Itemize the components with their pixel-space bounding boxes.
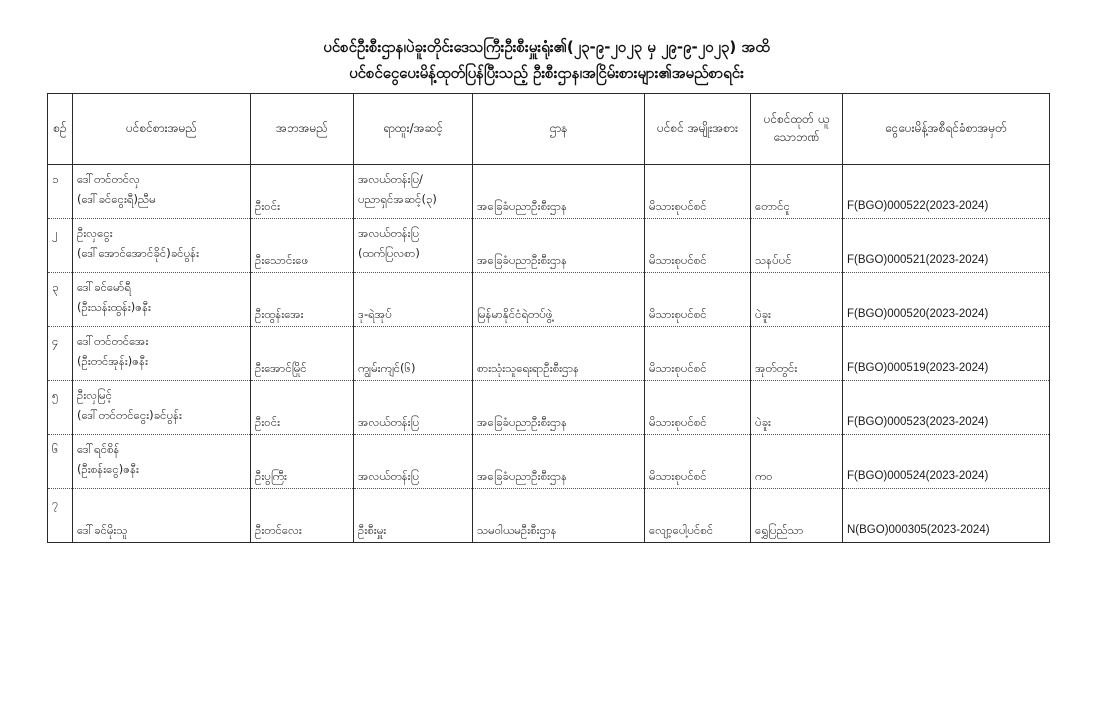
name-primary: ဒေါ်တင်တင်လှ bbox=[77, 172, 140, 186]
cell-no: ၁ bbox=[48, 165, 73, 219]
cell-father: ဦးအောင်မြိုင် bbox=[251, 327, 354, 381]
cell-no: ၄ bbox=[48, 327, 73, 381]
header-rank: ရာထူး/အဆင့် bbox=[354, 94, 473, 165]
cell-name bbox=[73, 165, 251, 219]
cell-office: ပဲခူး bbox=[751, 381, 843, 435]
cell-dept: မြန်မာနိုင်ငံရဲတပ်ဖွဲ့ bbox=[473, 273, 645, 327]
header-name: ပင်စင်စားအမည် bbox=[73, 94, 251, 165]
cell-no: ၅ bbox=[48, 381, 73, 435]
table-row bbox=[48, 165, 1050, 219]
cell-office: ရွှေပြည်သာ bbox=[751, 489, 843, 543]
cell-father: ဦးပွကြီး bbox=[251, 435, 354, 489]
cell-dept: အခြေခံပညာဦးစီးဌာန bbox=[473, 219, 645, 273]
rank-line1: အလယ်တန်းပြ bbox=[358, 226, 420, 240]
cell-name bbox=[73, 273, 251, 327]
cell-rank: ဒု-ရဲအုပ် bbox=[354, 273, 473, 327]
document-title-line1: ပင်စင်ဦးစီးဌာန၊ပဲခူးတိုင်းဒေသကြီးဦးစီးမှူးရုံး၏(၂၃-၉-၂၀၂၃ မှ ၂၉-၉-၂၀၂၃) အထိ bbox=[323, 38, 770, 56]
cell-rank: ဦးစီးမှူး bbox=[354, 489, 473, 543]
name-primary: ဒေါ်ခင်မော်ရီ bbox=[77, 280, 131, 294]
cell-type: လျော့ပေါ့ပင်စင် bbox=[645, 489, 751, 543]
cell-dept: စားသုံးသူရေးရာဦးစီးဌာန bbox=[473, 327, 645, 381]
cell-dept: သမဝါယမဦးစီးဌာန bbox=[473, 489, 645, 543]
cell-no: ၃ bbox=[48, 273, 73, 327]
cell-rank bbox=[354, 165, 473, 219]
cell-father: ဦးတင်လေး bbox=[251, 489, 354, 543]
table-row bbox=[48, 435, 1050, 489]
cell-order: F(BGO)000519(2023-2024) bbox=[843, 327, 1050, 381]
cell-father: ဦးဝင်း bbox=[251, 381, 354, 435]
cell-type: မိသားစုပင်စင် bbox=[645, 273, 751, 327]
cell-name bbox=[73, 381, 251, 435]
cell-father: ဦးထွန်းအေး bbox=[251, 273, 354, 327]
table-row bbox=[48, 219, 1050, 273]
document-title-line2: ပင်စင်ငွေပေးမိန့်ထုတ်ပြန်ပြီးသည့် ဦးစီးဌာန၊အငြိမ်းစားများ၏အမည်စာရင်း bbox=[349, 64, 744, 82]
header-office: ပင်စင်ထုတ် ယူသောဘဏ် bbox=[751, 94, 843, 165]
cell-father: ဦးဝင်း bbox=[251, 165, 354, 219]
table-row bbox=[48, 327, 1050, 381]
cell-order: N(BGO)000305(2023-2024) bbox=[843, 489, 1050, 543]
name-primary: ဒေါ်တင်တင်အေး bbox=[77, 334, 149, 348]
name-relation: (ဒေါ်တင်တင်ငွေး)ခင်ပွန်း bbox=[77, 408, 182, 422]
cell-name: ဒေါ်ခင်မိုးသူ bbox=[73, 489, 251, 543]
rank-line2: (ထက်ပြလစာ) bbox=[358, 246, 420, 260]
cell-type: မိသားစုပင်စင် bbox=[645, 435, 751, 489]
cell-office: ကဝ bbox=[751, 435, 843, 489]
cell-name bbox=[73, 327, 251, 381]
header-type: ပင်စင် အမျိုးအစား bbox=[645, 94, 751, 165]
header-dept: ဌာန bbox=[473, 94, 645, 165]
name-relation: (ဦးသန်းထွန်း)ဇနီး bbox=[77, 300, 151, 314]
rank-line2: ပညာရှင်အဆင့်(၃) bbox=[358, 192, 437, 206]
cell-order: F(BGO)000524(2023-2024) bbox=[843, 435, 1050, 489]
cell-dept: အခြေခံပညာဦးစီးဌာန bbox=[473, 435, 645, 489]
cell-order: F(BGO)000523(2023-2024) bbox=[843, 381, 1050, 435]
cell-type: မိသားစုပင်စင် bbox=[645, 219, 751, 273]
cell-order: F(BGO)000521(2023-2024) bbox=[843, 219, 1050, 273]
header-order: ငွေပေးမိန့်အစီရင်ခံစာအမှတ် bbox=[843, 94, 1050, 165]
cell-rank: ကျွမ်းကျင်(၆) bbox=[354, 327, 473, 381]
header-no: စဉ် bbox=[48, 94, 73, 165]
header-father: အဘအမည် bbox=[251, 94, 354, 165]
name-primary: ဒေါ်ရင်စိန် bbox=[77, 442, 120, 456]
cell-dept: အခြေခံပညာဦးစီးဌာန bbox=[473, 381, 645, 435]
cell-office: အုတ်တွင်း bbox=[751, 327, 843, 381]
name-primary: ဦးလှမြင့် bbox=[77, 388, 112, 402]
cell-no: ၇ bbox=[48, 489, 73, 543]
name-relation: (ဦးတင်အုန်း)ဇနီး bbox=[77, 354, 148, 368]
name-primary: ဦးလှငွေး bbox=[77, 226, 113, 240]
cell-dept: အခြေခံပညာဦးစီးဌာန bbox=[473, 165, 645, 219]
name-relation: (ဦးစန်းငွေ)ဇနီး bbox=[77, 462, 139, 476]
cell-name bbox=[73, 435, 251, 489]
cell-type: မိသားစုပင်စင် bbox=[645, 165, 751, 219]
cell-office: ပဲခူး bbox=[751, 273, 843, 327]
cell-father: ဦးသောင်းဖေ bbox=[251, 219, 354, 273]
cell-office: တောင်ငူ bbox=[751, 165, 843, 219]
cell-type: မိသားစုပင်စင် bbox=[645, 381, 751, 435]
name-relation: (ဒေါ်အောင်အောင်ခိုင်)ခင်ပွန်း bbox=[77, 246, 199, 260]
rank-line1: အလယ်တန်းပြ/ bbox=[358, 172, 423, 186]
cell-rank: အလယ်တန်းပြ bbox=[354, 381, 473, 435]
cell-no: ၆ bbox=[48, 435, 73, 489]
cell-order: F(BGO)000520(2023-2024) bbox=[843, 273, 1050, 327]
pension-table bbox=[47, 93, 1050, 543]
cell-name bbox=[73, 219, 251, 273]
table-row bbox=[48, 381, 1050, 435]
table-row bbox=[48, 273, 1050, 327]
name-relation: (ဒေါ်ခင်ငွေးရီ)ညီမ bbox=[77, 192, 156, 206]
cell-type: မိသားစုပင်စင် bbox=[645, 327, 751, 381]
cell-rank bbox=[354, 219, 473, 273]
cell-rank: အလယ်တန်းပြ bbox=[354, 435, 473, 489]
cell-order: F(BGO)000522(2023-2024) bbox=[843, 165, 1050, 219]
cell-no: ၂ bbox=[48, 219, 73, 273]
table-row bbox=[48, 489, 1050, 543]
table-header-row bbox=[48, 94, 1050, 165]
cell-office: သနပ်ပင် bbox=[751, 219, 843, 273]
